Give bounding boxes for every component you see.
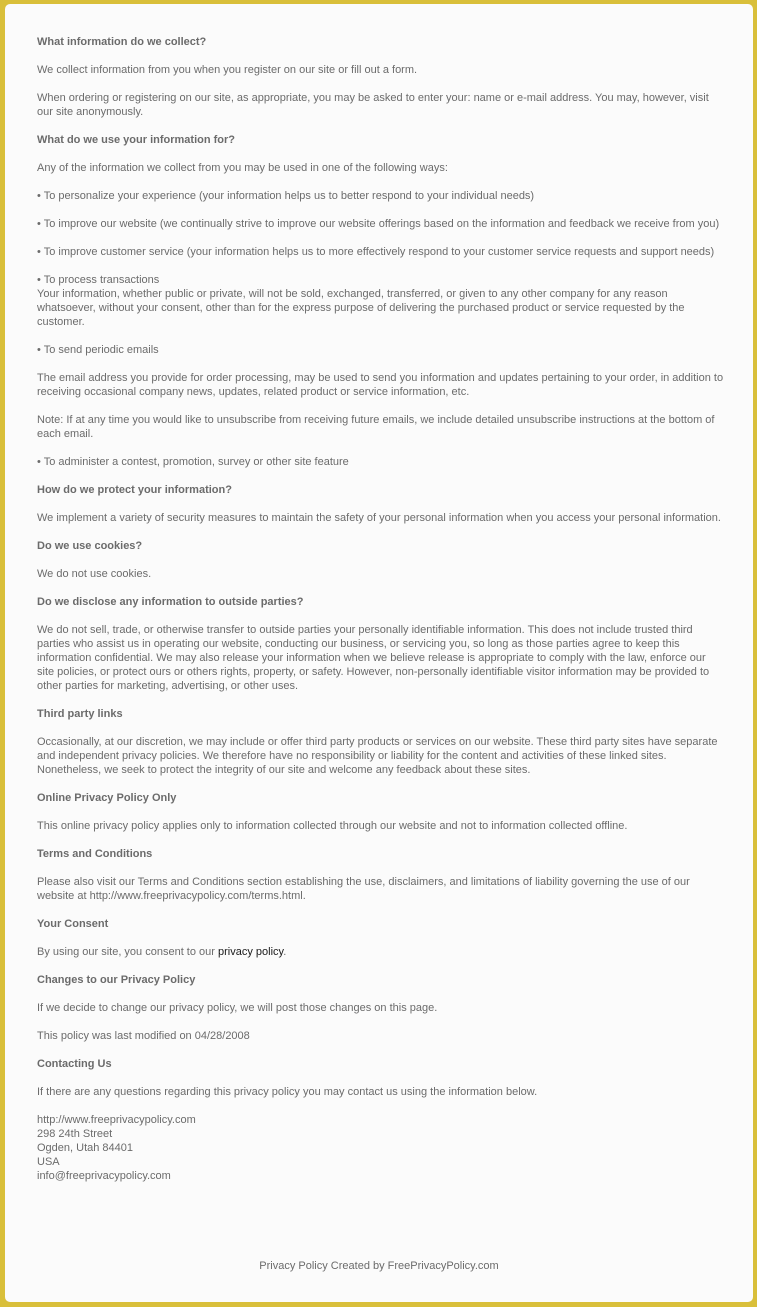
- paragraph: Occasionally, at our discretion, we may include or offer third party products or services on our website. These third party sites have separate and independent privacy policies. We therefore have no responsibility or liability for the content and activities of these linked sites. Nonetheless, we seek to protect the integrity of our site and welcome any feedback about these sites.: [37, 736, 718, 776]
- address-city: Ogden, Utah 84401: [37, 1142, 134, 1154]
- page-frame: [5, 4, 753, 1302]
- heading-disclose: Do we disclose any information to outside parties?: [37, 596, 304, 608]
- heading-third-party: Third party links: [37, 708, 123, 720]
- paragraph: We do not sell, trade, or otherwise transfer to outside parties your personally identifiable information. This does not include trusted third parties who assist us in operating our website, conducting our business, or servicing you, so long as those parties agree to keep this information confidential. We may also release your information when we believe release is appropriate to comply with the law, enforce our site policies, or protect ours or others rights, property, or safety. However, non-personally identifiable visitor information may be provided to other parties for marketing, advertising, or other uses.: [37, 624, 710, 692]
- bullet-item: • To send periodic emails: [37, 344, 159, 356]
- address-url: http://www.freeprivacypolicy.com: [37, 1114, 196, 1126]
- heading-use: What do we use your information for?: [37, 134, 235, 146]
- bullet-item: • To improve our website (we continually strive to improve our website offerings based on the information and feedback we receive from you): [37, 218, 720, 230]
- privacy-policy-content: [37, 35, 725, 1183]
- bullet-item: • To process transactions: [37, 274, 160, 286]
- paragraph: The email address you provide for order processing, may be used to send you information and updates pertaining to your order, in addition to receiving occasional company news, updates, related product or service information, etc.: [37, 372, 724, 398]
- footer-credit: Privacy Policy Created by FreePrivacyPolicy.com: [259, 1260, 499, 1272]
- paragraph: Any of the information we collect from you may be used in one of the following ways:: [37, 162, 448, 174]
- heading-protect: How do we protect your information?: [37, 484, 232, 496]
- paragraph: We implement a variety of security measures to maintain the safety of your personal information when you access your personal information.: [37, 512, 721, 524]
- paragraph: We collect information from you when you register on our site or fill out a form.: [37, 64, 418, 76]
- privacy-policy-link[interactable]: privacy policy: [218, 946, 284, 958]
- paragraph: If there are any questions regarding this privacy policy you may contact us using the information below.: [37, 1086, 538, 1098]
- consent-paragraph: [37, 945, 725, 959]
- consent-text: By using our site, you consent to our: [37, 946, 218, 958]
- paragraph: This online privacy policy applies only to information collected through our website and not to information collected offline.: [37, 820, 628, 832]
- bullet-item: • To administer a contest, promotion, survey or other site feature: [37, 456, 349, 468]
- heading-collect: What information do we collect?: [37, 36, 207, 48]
- address-email: info@freeprivacypolicy.com: [37, 1170, 171, 1182]
- address-street: 298 24th Street: [37, 1128, 113, 1140]
- heading-online-only: Online Privacy Policy Only: [37, 792, 177, 804]
- paragraph: We do not use cookies.: [37, 568, 152, 580]
- bullet-item: • To improve customer service (your information helps us to more effectively respond to your customer service requests and support needs): [37, 246, 715, 258]
- paragraph: If we decide to change our privacy policy, we will post those changes on this page.: [37, 1002, 438, 1014]
- heading-terms: Terms and Conditions: [37, 848, 153, 860]
- bullet-item: • To personalize your experience (your information helps us to better respond to your individual needs): [37, 190, 535, 202]
- address-country: USA: [37, 1156, 60, 1168]
- heading-contact: Contacting Us: [37, 1058, 112, 1070]
- paragraph: Your information, whether public or private, will not be sold, exchanged, transferred, or given to any other company for any reason whatsoever, without your consent, other than for the express purpose of delivering the purchased product or service requested by the customer.: [37, 288, 685, 328]
- heading-cookies: Do we use cookies?: [37, 540, 143, 552]
- last-modified: This policy was last modified on 04/28/2008: [37, 1030, 250, 1042]
- consent-end: .: [283, 946, 287, 958]
- heading-consent: Your Consent: [37, 918, 109, 930]
- paragraph: Please also visit our Terms and Conditions section establishing the use, disclaimers, and limitations of liability governing the use of our website at http://www.freeprivacypolicy.com/terms.html.: [37, 876, 690, 902]
- paragraph: Note: If at any time you would like to unsubscribe from receiving future emails, we include detailed unsubscribe instructions at the bottom of each email.: [37, 414, 715, 440]
- heading-changes: Changes to our Privacy Policy: [37, 974, 196, 986]
- contact-address: [37, 1113, 725, 1183]
- paragraph: When ordering or registering on our site, as appropriate, you may be asked to enter your: name or e-mail address. You may, however, visit our site anonymously.: [37, 92, 709, 118]
